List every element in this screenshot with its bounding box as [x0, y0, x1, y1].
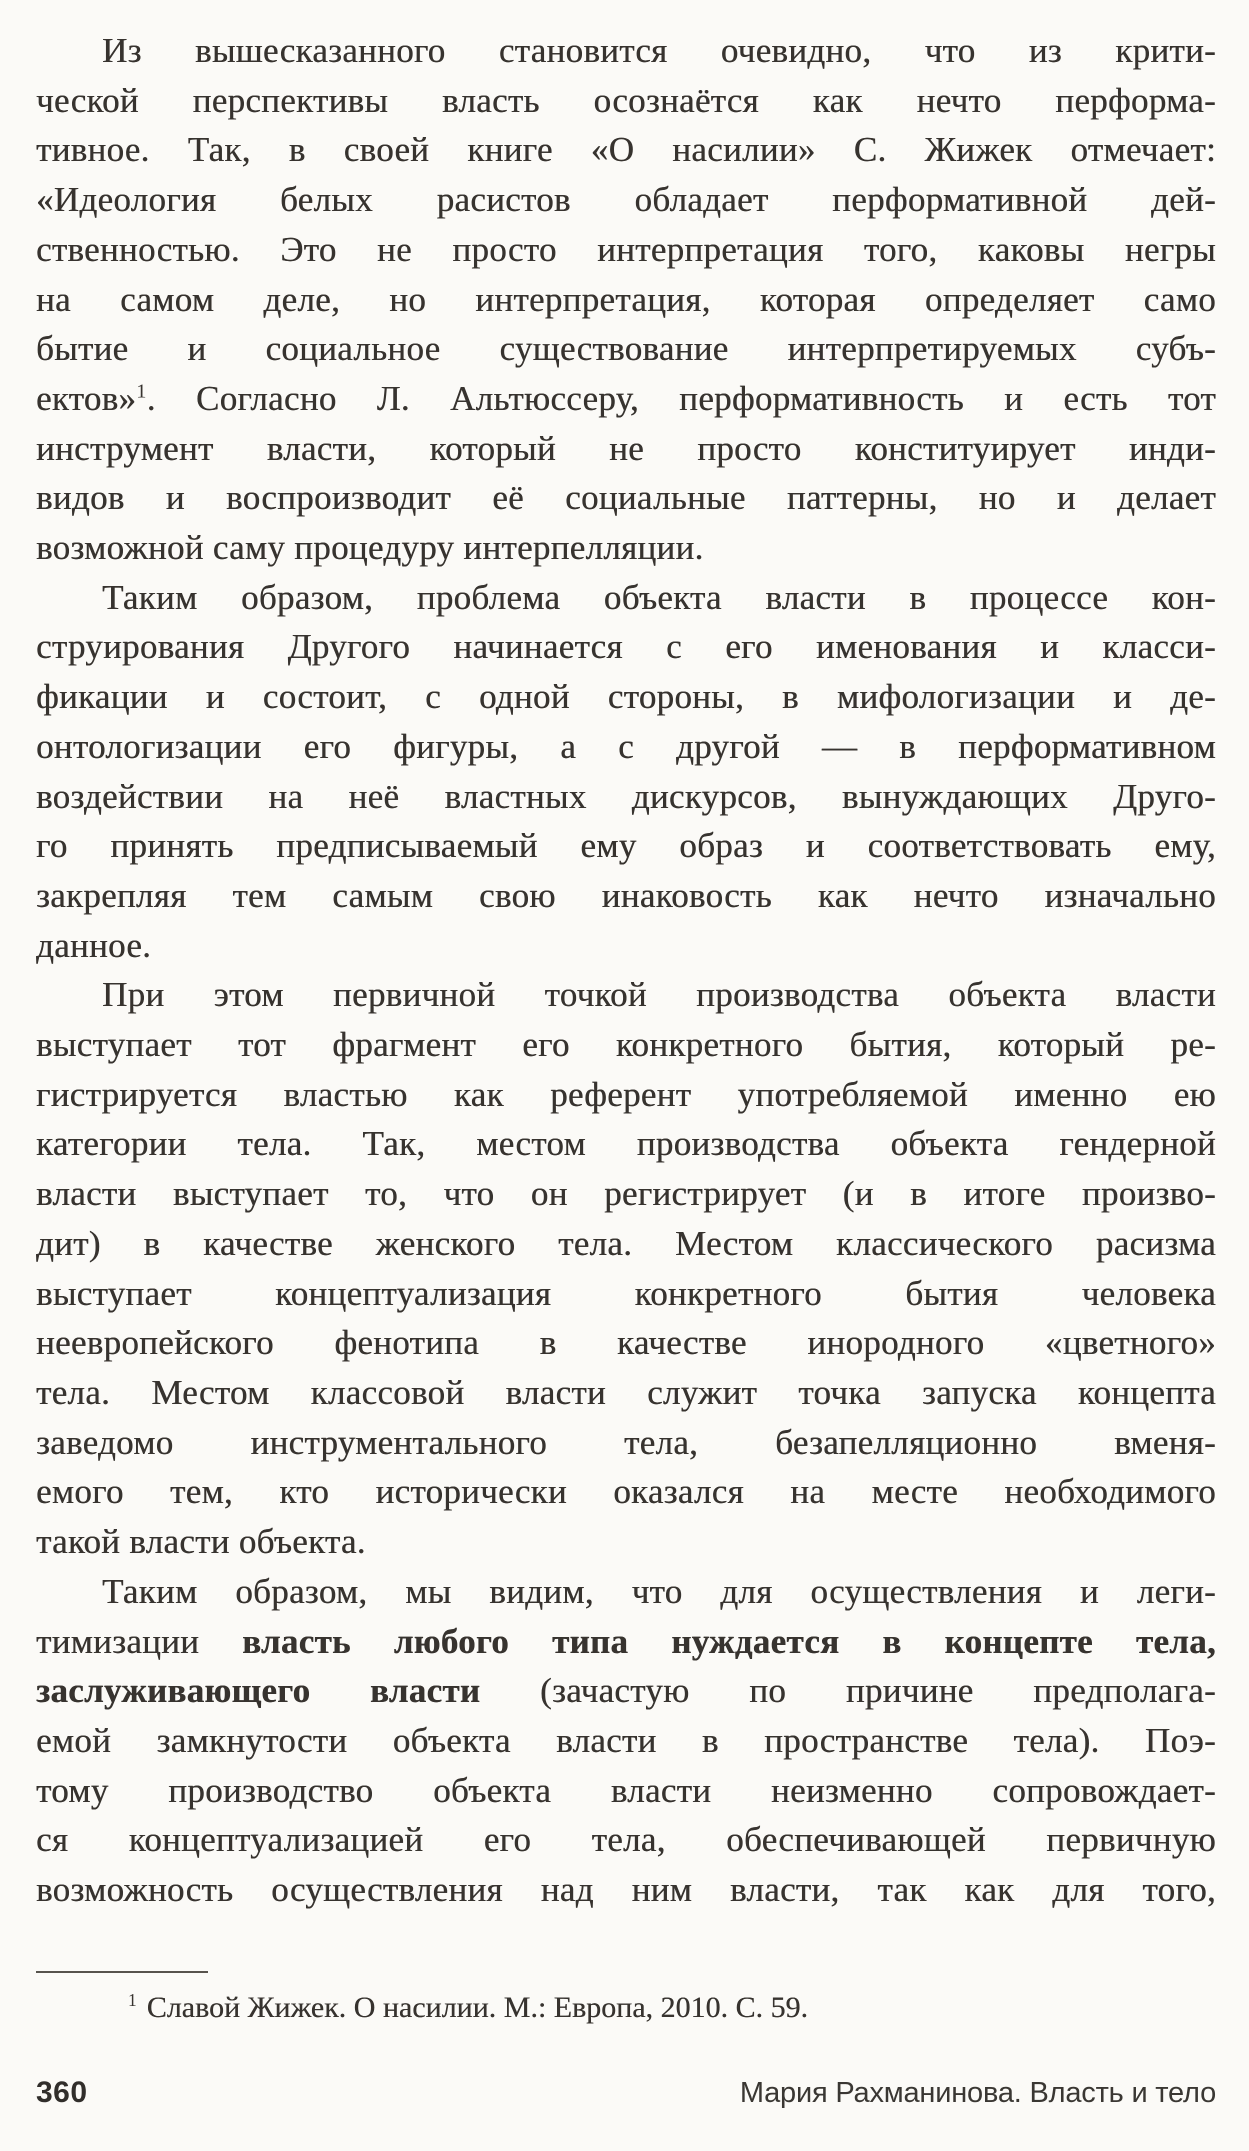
footnote-separator [36, 1971, 208, 1973]
text-segment: (зачастую по причине предполага- [480, 1671, 1216, 1711]
text-line [36, 1567, 1216, 1617]
text-segment: инструмент власти, который не просто конституирует инди- [36, 428, 1216, 468]
running-title: Мария Рахманинова. Власть и тело [739, 2077, 1216, 2109]
text-segment: дит) в качестве женского тела. Местом классического расизма [36, 1223, 1216, 1263]
text-segment: воздействии на неё властных дискурсов, вынуждающих Друго- [36, 776, 1216, 816]
text-line [36, 1517, 1216, 1567]
text-segment: Таким образом, проблема объекта власти в процессе кон- [102, 577, 1216, 617]
text-line [36, 175, 1216, 225]
text-segment: струирования Другого начинается с его именования и класси- [36, 627, 1216, 667]
text-segment: емого тем, кто исторически оказался на месте необходимого [36, 1472, 1216, 1512]
text-line [36, 1169, 1216, 1219]
text-segment: «Идеология белых расистов обладает перформативной дей- [36, 180, 1216, 220]
text-segment: тела. Местом классовой власти служит точка запуска концепта [36, 1372, 1216, 1412]
text-line [36, 1119, 1216, 1169]
text-segment: выступает концептуализация конкретного бытия человека [36, 1273, 1216, 1313]
text-segment: тивное. Так, в своей книге «О насилии» С. Жижек отмечает: [36, 130, 1216, 170]
text-line [36, 324, 1216, 374]
page-footer [36, 2076, 1216, 2110]
text-segment: тому производство объекта власти неизменно сопровождает- [36, 1770, 1216, 1810]
paragraph [36, 970, 1216, 1566]
footnote-text: Славой Жижек. О насилии. М.: Европа, 2010. С. 59. [146, 1990, 809, 2024]
text-segment: такой власти объекта. [36, 1522, 366, 1562]
text-segment: ся концептуализацией его тела, обеспечивающей первичную [36, 1820, 1216, 1860]
text-line [36, 1617, 1216, 1667]
text-segment: ческой перспективы власть осознаётся как нечто перформа- [36, 80, 1216, 120]
text-segment: тимизации [36, 1621, 243, 1661]
page-number: 360 [36, 2076, 88, 2109]
footnote [36, 1989, 1216, 2027]
text-segment: емой замкнутости объекта власти в пространстве тела). Поэ- [36, 1720, 1216, 1760]
text-segment: возможной саму процедуру интерпелляции. [36, 528, 704, 568]
text-line [36, 26, 1216, 76]
text-line [36, 1766, 1216, 1816]
text-segment: гистрируется властью как референт употребляемой именно ею [36, 1074, 1216, 1114]
text-segment: Из вышесказанного становится очевидно, что из крити- [102, 31, 1216, 70]
text-line [36, 76, 1216, 126]
text-segment: бытие и социальное существование интерпретируемых субъ- [36, 329, 1216, 369]
bold-text-segment: заслуживающего власти [36, 1671, 481, 1711]
text-line [36, 1318, 1216, 1368]
text-line [36, 1020, 1216, 1070]
text-segment: Таким образом, мы видим, что для осуществления и леги- [102, 1571, 1216, 1611]
text-line [36, 871, 1216, 921]
text-segment: го принять предписываемый ему образ и соответствовать ему, [36, 826, 1216, 866]
text-line [36, 125, 1216, 175]
text-segment: При этом первичной точкой производства объекта власти [102, 975, 1216, 1015]
text-segment: онтологизации его фигуры, а с другой — в перформативном [36, 726, 1216, 766]
text-line [36, 622, 1216, 672]
paragraph [36, 573, 1216, 971]
text-line [36, 1418, 1216, 1468]
text-segment: возможность осуществления над ним власти, так как для того, [36, 1870, 1216, 1910]
text-line [36, 1070, 1216, 1120]
text-line [36, 722, 1216, 772]
text-line [36, 1666, 1216, 1716]
text-segment: ственностью. Это не просто интерпретация того, каковы негры [36, 229, 1216, 269]
text-segment: данное. [36, 925, 152, 965]
text-line [36, 473, 1216, 523]
text-line [36, 374, 1216, 424]
text-line [36, 1865, 1216, 1915]
text-line [36, 1219, 1216, 1269]
text-segment: на самом деле, но интерпретация, которая определяет само [36, 279, 1216, 319]
paragraph [36, 1567, 1216, 1915]
text-line [36, 672, 1216, 722]
text-block [36, 26, 1216, 1915]
text-segment: власти выступает то, что он регистрирует (и в итоге произво- [36, 1174, 1216, 1214]
text-line [36, 1815, 1216, 1865]
bold-text-segment: власть любого типа нуждается в концепте тела, [242, 1621, 1216, 1661]
footnote-reference: 1 [136, 380, 147, 403]
text-segment: ектов» [36, 378, 137, 418]
text-line [36, 1467, 1216, 1517]
text-segment: закрепляя тем самым свою инаковость как нечто изначально [36, 875, 1216, 915]
text-segment: . Согласно Л. Альтюссеру, перформативность и есть тот [146, 378, 1216, 418]
text-segment: неевропейского фенотипа в качестве инородного «цветного» [36, 1323, 1216, 1363]
text-line [36, 970, 1216, 1020]
text-line [36, 1716, 1216, 1766]
text-line [36, 772, 1216, 822]
text-line [36, 225, 1216, 275]
text-line [36, 1368, 1216, 1418]
text-line [36, 1269, 1216, 1319]
text-line [36, 573, 1216, 623]
text-line [36, 523, 1216, 573]
text-line [36, 424, 1216, 474]
paragraph [36, 26, 1216, 573]
text-segment: фикации и состоит, с одной стороны, в мифологизации и де- [36, 677, 1216, 717]
footnote-marker: 1 [128, 1989, 137, 2010]
text-line [36, 275, 1216, 325]
text-segment: видов и воспроизводит её социальные паттерны, но и делает [36, 478, 1216, 518]
text-segment: выступает тот фрагмент его конкретного бытия, который ре- [36, 1025, 1216, 1065]
text-line [36, 821, 1216, 871]
text-line [36, 921, 1216, 971]
text-segment: заведомо инструментального тела, безапелляционно вменя- [36, 1422, 1216, 1462]
text-segment: категории тела. Так, местом производства объекта гендерной [36, 1124, 1216, 1164]
